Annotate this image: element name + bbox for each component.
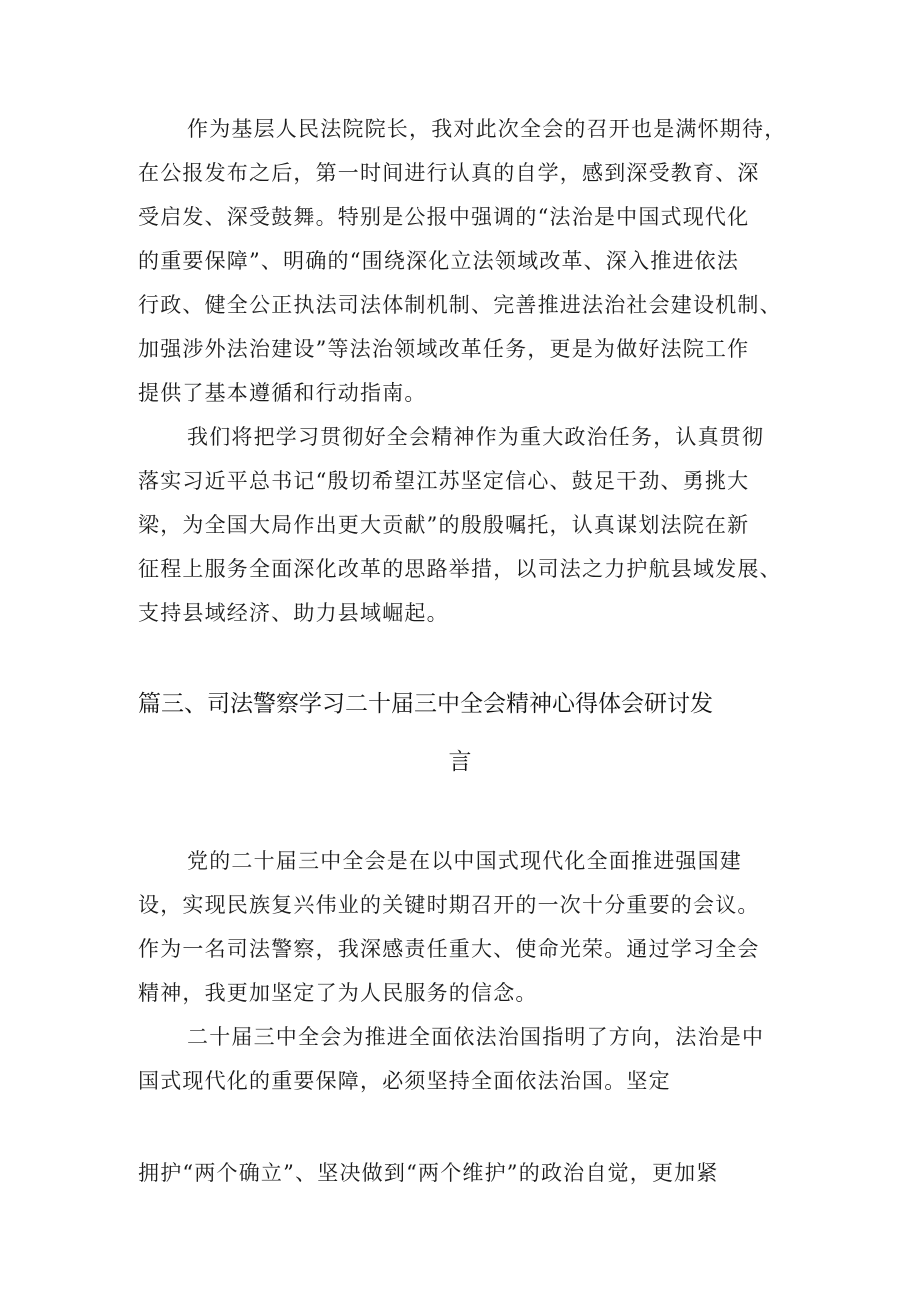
paragraph-1-line-3: 受启发、深受鼓舞。特别是公报中强调的“法治是中国式现代化 <box>138 205 750 229</box>
paragraph-1-line-4: 的重要保障”、明确的“围绕深化立法领域改革、深入推进依法 <box>138 249 740 273</box>
paragraph-1-line-2: 在公报发布之后，第一时间进行认真的自学，感到深受教育、深 <box>138 161 760 185</box>
paragraph-1-line-7: 提供了基本遵循和行动指南。 <box>138 381 427 405</box>
paragraph-2-line-4: 征程上服务全面深化改革的思路举措，以司法之力护航县域发展、 <box>138 557 782 581</box>
paragraph-1-line-1: 作为基层人民法院院长，我对此次全会的召开也是满怀期待， <box>187 117 787 141</box>
paragraph-4-line-1: 二十届三中全会为推进全面依法治国指明了方向，法治是中 <box>187 1025 765 1049</box>
paragraph-1-line-5: 行政、健全公正执法司法体制机制、完善推进法治社会建设机制、 <box>138 293 782 317</box>
paragraph-2-line-2: 落实习近平总书记“殷切希望江苏坚定信心、鼓足干劲、勇挑大 <box>138 469 750 493</box>
paragraph-3-line-4: 精神，我更加坚定了为人民服务的信念。 <box>138 981 538 1005</box>
paragraph-4-line-2: 国式现代化的重要保障，必须坚持全面依法治国。坚定 <box>138 1069 671 1093</box>
paragraph-3-line-1: 党的二十届三中全会是在以中国式现代化全面推进强国建 <box>187 849 742 873</box>
paragraph-3-line-3: 作为一名司法警察，我深感责任重大、使命光荣。通过学习全会 <box>138 937 760 961</box>
paragraph-2-line-5: 支持县域经济、助力县域崛起。 <box>138 601 449 625</box>
paragraph-1-line-6: 加强涉外法治建设”等法治领域改革任务，更是为做好法院工作 <box>138 337 750 361</box>
paragraph-2-line-1: 我们将把学习贯彻好全会精神作为重大政治任务，认真贯彻 <box>187 425 765 449</box>
paragraph-5-line-1: 拥护“两个确立”、坚决做到“两个维护”的政治自觉，更加紧 <box>138 1161 719 1185</box>
section-heading-line-2: 言 <box>448 749 472 775</box>
section-heading-line-1: 篇三、司法警察学习二十届三中全会精神心得体会研讨发 <box>138 691 713 717</box>
paragraph-2-line-3: 梁，为全国大局作出更大贡献”的殷殷嘱托，认真谋划法院在新 <box>138 513 750 537</box>
paragraph-3-line-2: 设，实现民族复兴伟业的关键时期召开的一次十分重要的会议。 <box>138 893 760 917</box>
